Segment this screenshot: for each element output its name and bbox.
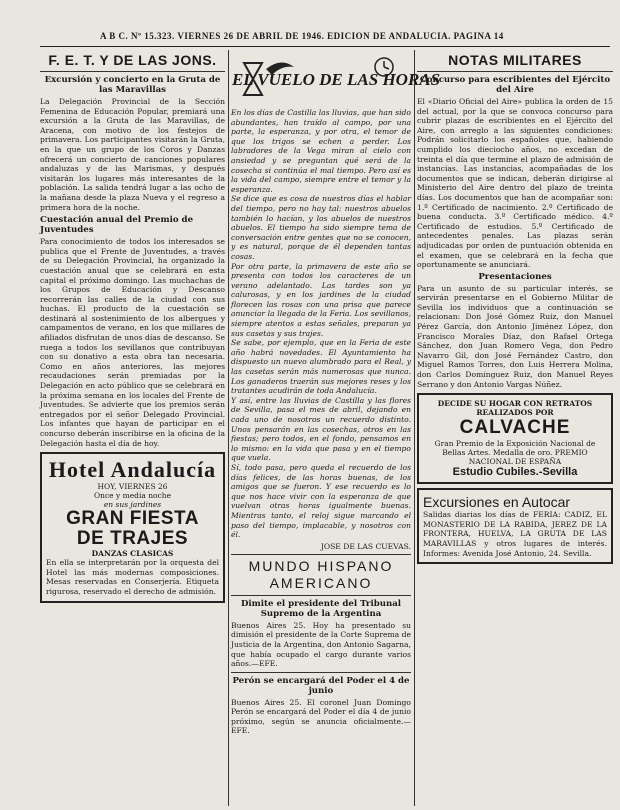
article-subheading: Cuestación anual del Premio de Juventudes bbox=[40, 215, 194, 236]
logo-title: EL VUELO DE LAS HORAS bbox=[231, 70, 441, 89]
divider bbox=[417, 71, 613, 72]
ad-line: en sus jardines bbox=[103, 500, 162, 510]
article-body: Buenos Aires 25. El coronel Juan Domingo Perón se encargará del Poder el día 4 de junio próximo, según se anuncia oficialmente.—EFE. bbox=[231, 697, 411, 736]
hotel-advertisement bbox=[40, 452, 225, 602]
vuelo-horas-logo bbox=[231, 50, 441, 108]
column-divider-1 bbox=[228, 50, 229, 806]
column-left bbox=[40, 50, 225, 806]
column-paragraph: En los días de Castilla las lluvias, que han sido abundantes, han traído al campo, por una parte, la esperanza, y por otra, el temor de que los trigos se echen a perder. Los labradores de la Vega miran al cielo con ansiedad y se preguntan qué será de la cosecha si continúa el mal tiempo. Pero así es la vida del campo, siempre entre el temor y la esperanza. bbox=[231, 108, 411, 194]
hourglass-wing-icon bbox=[231, 53, 441, 105]
divider bbox=[231, 672, 411, 673]
column-paragraph: Se sabe, por ejemplo, que en la Feria de este año habrá novedades. El Ayuntamiento ha dispuesto un nuevo alumbrado para el Real, y las casetas serán más numerosas que nunca. Los ganaderos traerán sus mejores reses y los tratantes acudirán de toda Andalucía. bbox=[231, 338, 411, 396]
ad-body: Salidas diarias los días de FERIA: CADIZ, EL MONASTERIO DE LA RABIDA, JEREZ DE LA FRONTERA, HUELVA, LA GRUTA DE LAS MARAVILLAS y otros lugares de interés. Informes: Avenida José Antonio, 24. Sevilla. bbox=[423, 510, 607, 558]
section-title-americano: AMERICANO bbox=[269, 574, 373, 591]
article-subheading: Concurso para escribientes del Ejército del Aire bbox=[419, 75, 611, 95]
column-paragraph: Por otra parte, la primavera de este año se presenta con todos los caracteres de un verano adelantado. Las tardes son ya calurosas, y en los jardines de la ciudad florecen las rosas con una prisa que parece anunciar la llegada de la Feria. Los sevillanos, siempre atentos a estas señales, preparan ya sus casetas y sus trajes. bbox=[231, 261, 411, 338]
ad-line: DANZAS CLASICAS bbox=[91, 549, 174, 559]
article-body: Para conocimiento de todos los interesados se publica que el Frente de Juventudes, a través de su Delegación Provincial, ha organizado la cuestación anual que se celebrará en esta capital el próximo domingo. Las muchachas de los Grupos de Educación y Descanso recorrerán las calles de la ciudad con sus huchas. El producto de la cuestación se destinará al sostenimiento de los albergues y campamentos de verano, en los que millares de afiliados disfrutan de unos días de descanso. Se ruega a todos los sevillanos que contribuyan con su donativo a esta obra tan necesaria. Como en años anteriores, las mejores recaudaciones serán premiadas por la Delegación en acto público que se celebrará en la próxima semana en los locales del Frente de Juventudes. Se advierte que los premios serán entregados por el señor Delegado Provincial. Los infantes que hayan de participar en el concurso deberán inscribirse en la oficina de la Delegación hasta el día de hoy. bbox=[40, 237, 225, 448]
header-rule bbox=[40, 46, 610, 47]
column-paragraph: Sí, todo pasa, pero queda el recuerdo de los días felices, de las horas buenas, de los amigos que se fueron. Y ese recuerdo es lo que nos hace vivir con la esperanza de que vuelvan otras horas igualmente buenas. Mientras tanto, el reloj sigue marcando el paso del tiempo, implacable, y nosotros con él. bbox=[231, 462, 411, 540]
article-body: Buenos Aires 25. Hoy ha presentado su dimisión el presidente de la Corte Suprema de Justicia de la Argentina, don Antonio Sagarna, que había ocupado el cargo durante varios años.—EFE. bbox=[231, 620, 411, 669]
column-divider-2 bbox=[414, 50, 415, 806]
article-subheading: Perón se encargará del Poder el 4 de junio bbox=[232, 675, 410, 696]
article-body: El «Diario Oficial del Aire» publica la orden de 15 del actual, por la que se convoca concurso para cubrir plazas de escribientes en el Ejército del Aire, con arreglo a las siguientes condiciones: Podrán solicitarlo los españoles que, habiendo cumplido los dieciocho años, no excedan de treinta el día que termine el plazo de admisión de instancias. Las instancias, acompañadas de los documentos que se indican, deberán dirigirse al Ministerio del Aire dentro del plazo de treinta días. Los documentos que han de acompañar son: 1.º Certificado de nacimiento. 2.º Certificado de buena conducta. 3.º Certificado médico. 4.º Certificado de estudios. 5.º Certificado de antecedentes penales. Las plazas serán adjudicadas por orden de puntuación obtenida en el examen, que se celebrará en la fecha que oportunamente se anunciará. bbox=[417, 97, 613, 270]
article-body: La Delegación Provincial de la Sección Femenina de Educación Popular, premiará una excursión a la Gruta de las Maravillas, de Aracena, con motivo de los festejos de primavera. Los participantes visitarán la Gruta, en la que un grupo de los Coros y Danzas ofrecerá un concierto de canciones populares andaluzas y de las Marismas, y después visitarán los lugares más interesantes de la población. La salida tendrá lugar a las ocho de la mañana desde la plaza Nueva y el regreso a primera hora de la noche. bbox=[40, 97, 225, 212]
author-signature: JOSE DE LAS CUEVAS. bbox=[320, 541, 411, 551]
column-paragraph: Y así, entre las lluvias de Castilla y las flores de Sevilla, pasa el mes de abril, dejando en cada uno de nosotros un recuerdo distinto. Unos pensarán en las cosechas, otros en las fiestas; pero todos, en el fondo, pensamos en lo mismo: en la vida que pasa y en el tiempo que vuela. bbox=[231, 395, 411, 463]
ad-headline: DE TRAJES bbox=[76, 528, 189, 550]
article-subheading: Dimite el presidente del Tribunal Supremo de la Argentina bbox=[240, 598, 402, 619]
ad-headline: Excursiones en Autocar bbox=[423, 494, 571, 511]
divider bbox=[231, 554, 411, 555]
ad-line: Once y media noche bbox=[93, 491, 172, 501]
divider bbox=[40, 71, 225, 72]
ad-headline: CALVACHE bbox=[459, 417, 571, 439]
calvache-advertisement bbox=[417, 393, 613, 484]
ad-line: HOY, VIERNES 26 bbox=[97, 482, 168, 492]
ad-footer: Estudio Cubiles.-Sevilla bbox=[452, 466, 578, 479]
ad-title: Hotel Andalucía bbox=[48, 457, 217, 483]
section-title-notas-militares: NOTAS MILITARES bbox=[448, 52, 582, 68]
article-subheading: Excursión y concierto en la Gruta de las Maravillas bbox=[44, 75, 221, 95]
divider bbox=[231, 595, 411, 596]
column-paragraph: Se dice que es cosa de nuestros días el hablar del tiempo, pero no hay tal: nuestros abuelos también lo hacían, y los abuelos de nuestros abuelos. El tiempo ha sido siempre tema de conversación entre gentes que no se conocen, y es natural, porque de él dependen tantas cosas. bbox=[231, 194, 411, 261]
ad-body: En ella se interpretarán por la orquesta del Hotel las más modernas composiciones. Mesas reservadas en Conserjería. Etiqueta rigurosa, reservado el derecho de admisión. bbox=[46, 558, 219, 596]
excursion-advertisement bbox=[417, 488, 613, 564]
section-title-fet: F. E. T. Y DE LAS JONS. bbox=[48, 52, 217, 68]
article-body: Para un asunto de su particular interés, se servirán presentarse en el Gobierno Militar de Sevilla los individuos que a continuación se relacionan: Don José Gómez Ruiz, don Manuel Pérez García, don Antonio Jiménez López, don Francisco Morales Díaz, don Rafael Ortega Sánchez, don Juan Romero Vega, don Pedro Navarro Gil, don José Fernández Castro, don Miguel Ramos Torres, don Luis Herrera Molina, don Carlos Domínguez Ruiz, don Manuel Reyes Serrano y don Antonio Vargas Núñez. bbox=[417, 283, 613, 389]
ad-body: Gran Premio de la Exposición Nacional de Bellas Artes. Medalla de oro. PREMIO NACIONAL DE ESPAÑA bbox=[434, 439, 596, 467]
page-header: A B C. Nº 15.323. VIERNES 26 DE ABRIL DE 1946. EDICION DE ANDALUCIA. PAGINA 14 bbox=[100, 31, 504, 41]
section-title-mundo-hispano: MUNDO HISPANO bbox=[248, 557, 394, 574]
ad-line: DECIDE SU HOGAR CON RETRATOS REALIZADOS POR bbox=[437, 399, 593, 418]
article-subheading: Presentaciones bbox=[478, 271, 552, 282]
ad-headline: GRAN FIESTA bbox=[66, 508, 199, 530]
column-right bbox=[417, 50, 613, 806]
column-middle bbox=[231, 50, 441, 806]
